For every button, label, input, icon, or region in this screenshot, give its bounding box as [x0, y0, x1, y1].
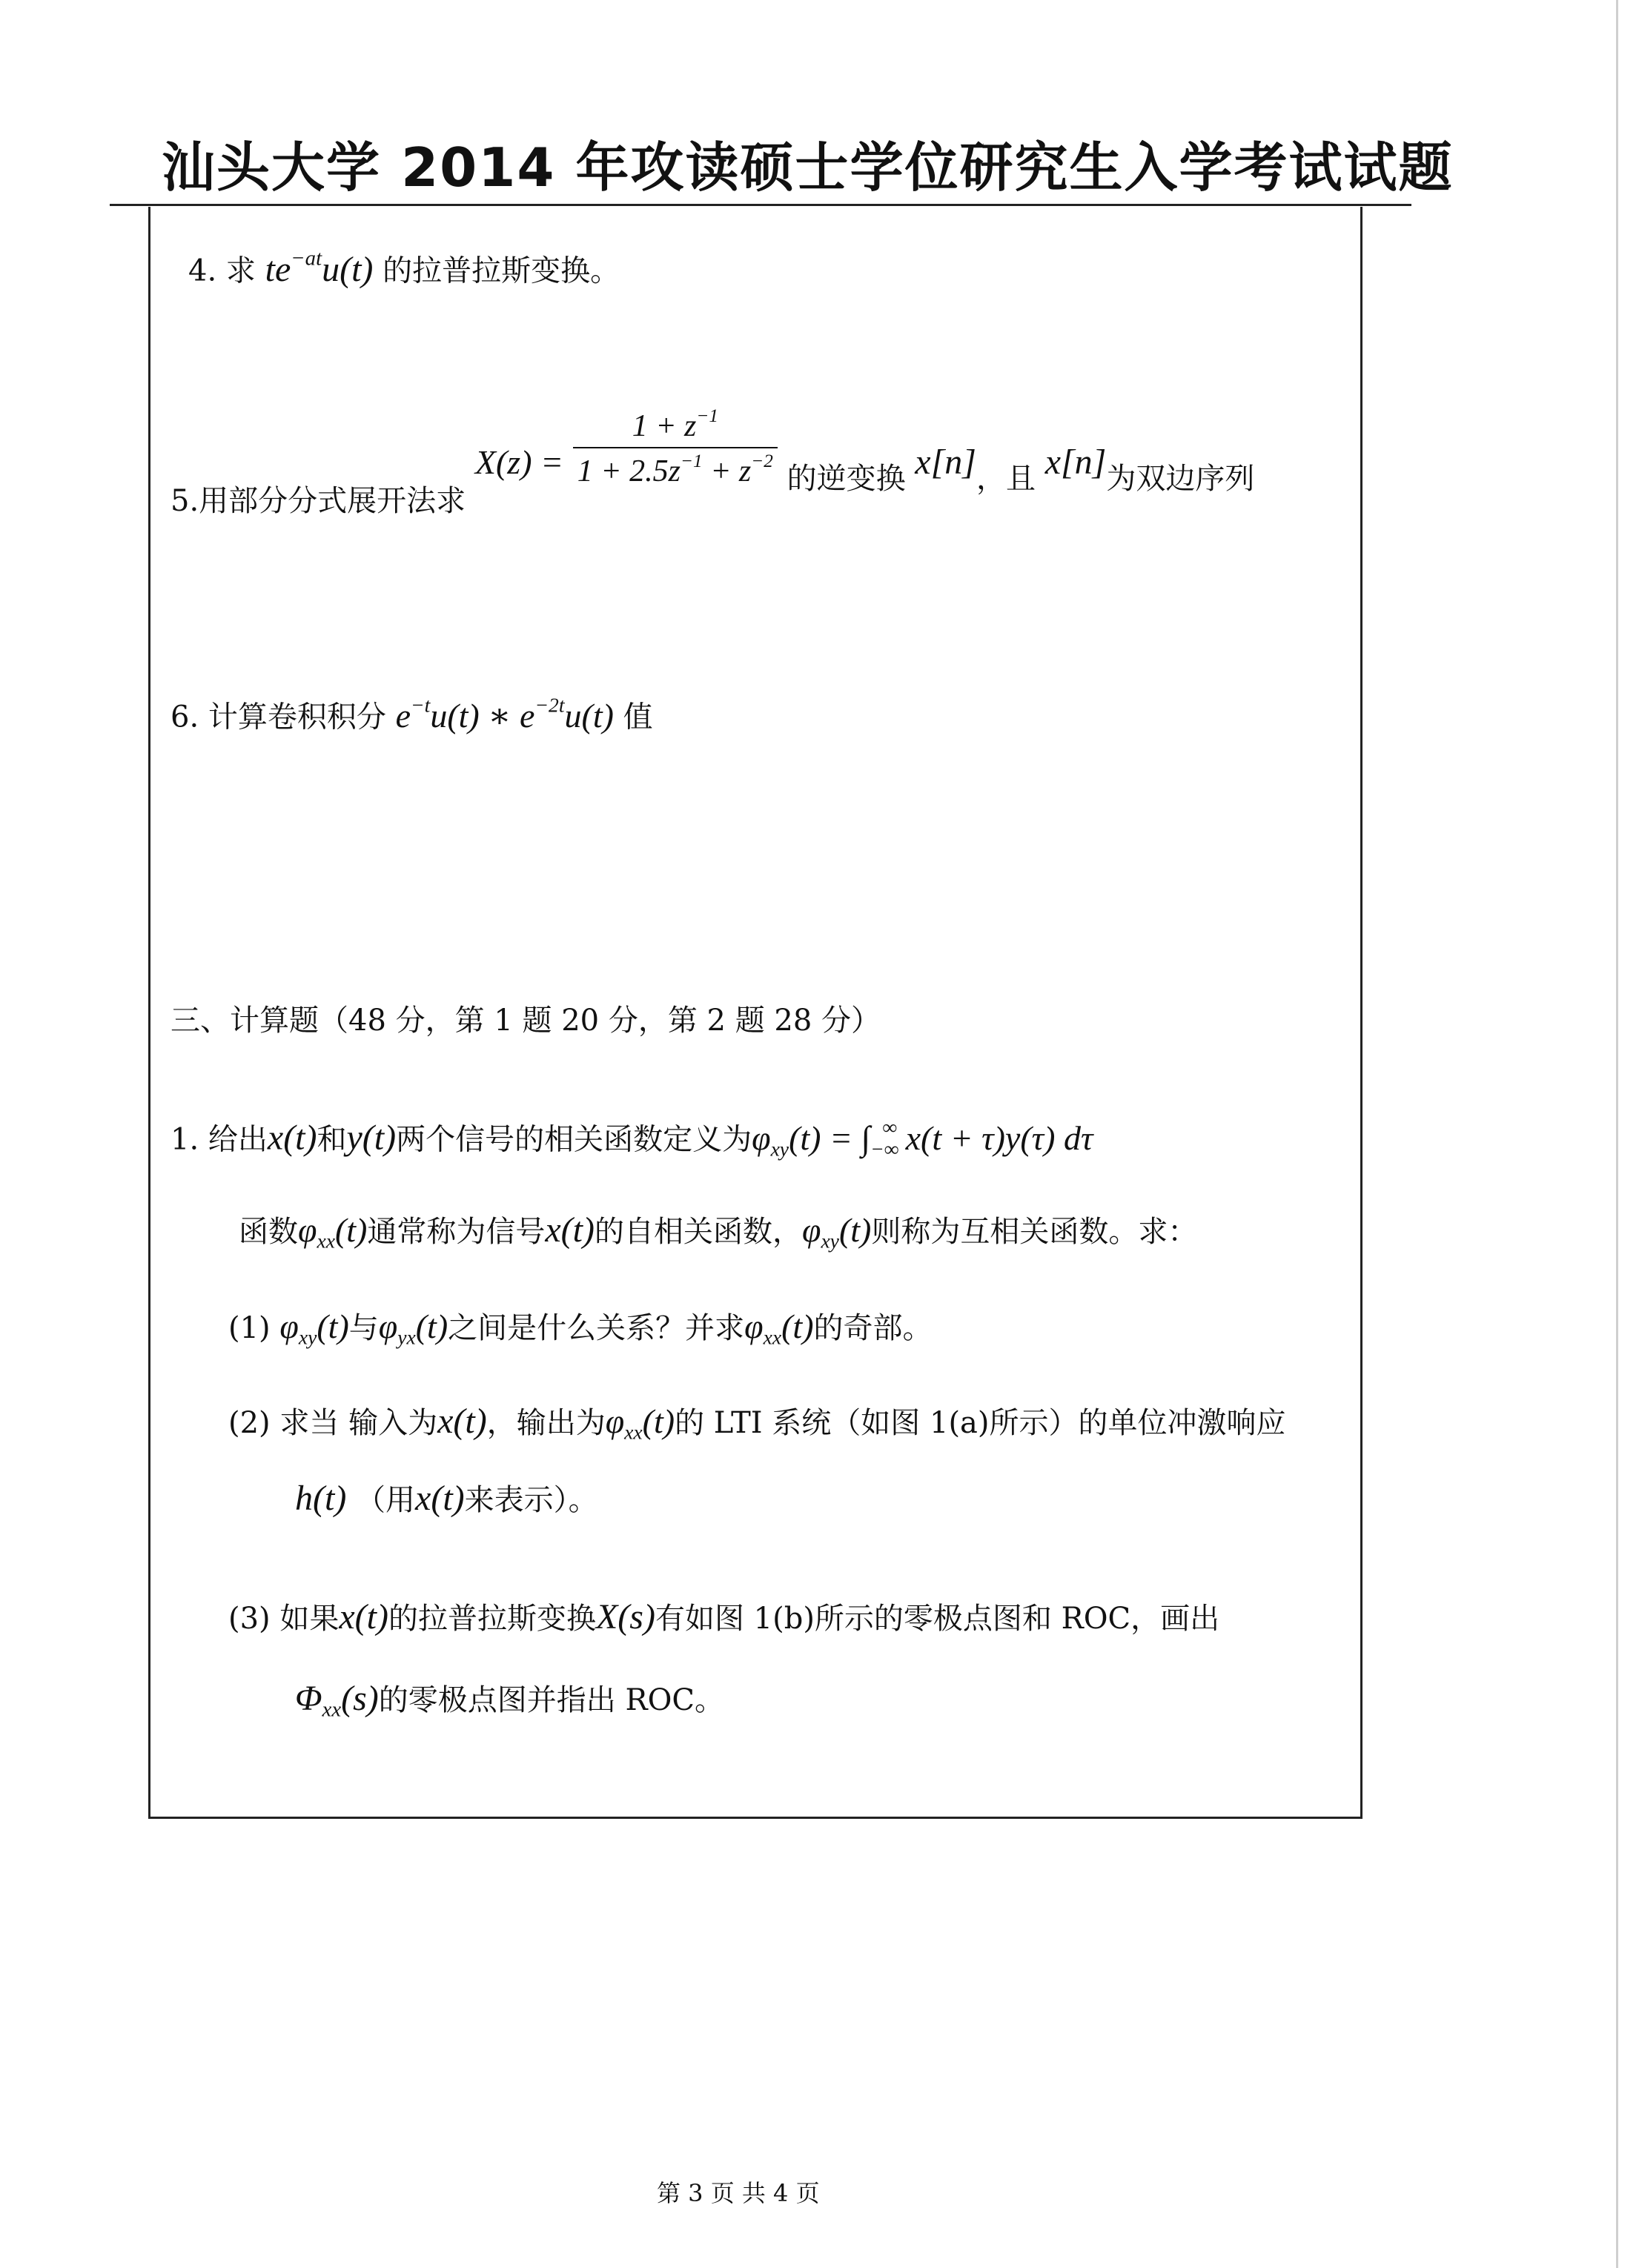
p1-line2-mid2: 的自相关函数， — [594, 1215, 802, 1249]
q4-post: 的拉普拉斯变换。 — [383, 253, 620, 288]
s3-label: (3) 如果 — [228, 1602, 340, 1636]
subquestion-2-line2 — [295, 1476, 598, 1519]
p1-line2-mid: 通常称为信号 — [367, 1215, 546, 1249]
q5-mid2: ，且 — [976, 461, 1036, 496]
s1-mid: 之间是什么关系？并求 — [448, 1311, 745, 1345]
s3-post: 有如图 1(b)所示的零极点图和 ROC，画出 — [655, 1602, 1220, 1636]
subquestion-3 — [228, 1595, 1219, 1637]
p1-line1-mid: 两个信号的相关函数定义为 — [396, 1122, 752, 1157]
p1-x: x(t) — [267, 1118, 317, 1158]
p1-phi-xy: φxy(t) — [801, 1211, 872, 1253]
s2-x: x(t) — [437, 1402, 487, 1441]
q5-numerator: $1 + z^{-1}$ — [573, 406, 778, 448]
q5-denominator: $1 + 2.5z^{-1} + z^{-2}$ — [577, 451, 773, 488]
problem-1-line1 — [170, 1115, 1093, 1161]
q6-formula: $e^{-t}u(t)$ ∗ $e^{-2t}u(t)$ — [395, 693, 614, 735]
q4-number: 4. — [188, 253, 226, 288]
q6-post: 值 — [623, 700, 653, 735]
s2-mid: ，输出为 — [486, 1406, 606, 1440]
q5-var2: x[n] — [1044, 442, 1107, 482]
q5-lhs: X(z) = — [474, 442, 564, 481]
s1-phi-xy: φxy(t) — [279, 1307, 349, 1349]
q5-fraction — [573, 406, 778, 489]
p1-y: y(t) — [346, 1118, 397, 1158]
problem-1-line2 — [239, 1208, 1197, 1253]
p1-and: 和 — [317, 1122, 347, 1157]
scan-edge — [1616, 0, 1618, 2268]
s1-and: 与 — [348, 1311, 379, 1345]
p1-number: 1. — [170, 1122, 208, 1157]
p1-phi-xx: φxx(t) — [298, 1211, 368, 1253]
s3b-post: 的零极点图并指出 ROC。 — [378, 1683, 725, 1717]
page-number: 第 3 页 共 4 页 — [657, 2179, 820, 2207]
s3-x: x(t) — [339, 1597, 388, 1637]
p1-x-2: x(t) — [545, 1210, 595, 1250]
s1-phi-xx: φxx(t) — [744, 1307, 814, 1349]
question-5 — [170, 406, 1254, 520]
q5-pre: 5.用部分分式展开法求 — [170, 483, 466, 518]
subquestion-2 — [228, 1399, 1286, 1444]
s1-post: 的奇部。 — [813, 1311, 933, 1345]
s2-post: 的 LTI 系统（如图 1(a)所示）的单位冲激响应 — [675, 1406, 1286, 1440]
s3-Phi-xx: Φxx(s) — [295, 1679, 379, 1722]
q6-pre: 计算卷积积分 — [208, 700, 386, 735]
q4-formula: $te^{-at}u(t)$ — [265, 246, 374, 289]
s2b-post: 来表示）。 — [464, 1483, 598, 1517]
s1-phi-yx: φyx(t) — [378, 1307, 448, 1349]
s2b-pre: （用 — [356, 1483, 416, 1517]
s1-label: (1) — [228, 1311, 271, 1345]
q5-post: 为双边序列 — [1106, 461, 1255, 496]
question-4 — [188, 246, 620, 290]
title-rule — [110, 204, 1411, 206]
p1-correlation-formula: φxy(t) = ∫−∞∞ x(t + τ)y(τ) dτ — [752, 1115, 1093, 1160]
subquestion-3-line2 — [295, 1677, 724, 1722]
s2-h: h(t) — [295, 1479, 347, 1518]
question-6 — [170, 693, 653, 736]
q6-number: 6. — [170, 700, 208, 735]
s3-mid: 的拉普拉斯变换 — [388, 1602, 596, 1636]
p1-line2-pre: 函数 — [239, 1215, 298, 1249]
page-title: 汕头大学 2014 年攻读硕士学位研究生入学考试试题 — [162, 136, 1454, 199]
q4-pre: 求 — [225, 253, 256, 288]
s2b-x: x(t) — [415, 1479, 465, 1518]
q5-mid1: 的逆变换 — [787, 461, 906, 496]
s2-phi-xx: φxx(t) — [605, 1402, 675, 1444]
section-3-heading: 三、计算题（48 分，第 1 题 20 分，第 2 题 28 分） — [170, 1004, 881, 1038]
s2-label: (2) 求当 输入为 — [228, 1406, 438, 1440]
subquestion-1 — [228, 1304, 933, 1349]
p1-line2-post: 则称为互相关函数。求： — [871, 1215, 1198, 1249]
q5-var1: x[n] — [915, 442, 976, 482]
s3-X-s: X(s) — [595, 1597, 655, 1637]
p1-line1-pre: 给出 — [208, 1122, 268, 1157]
